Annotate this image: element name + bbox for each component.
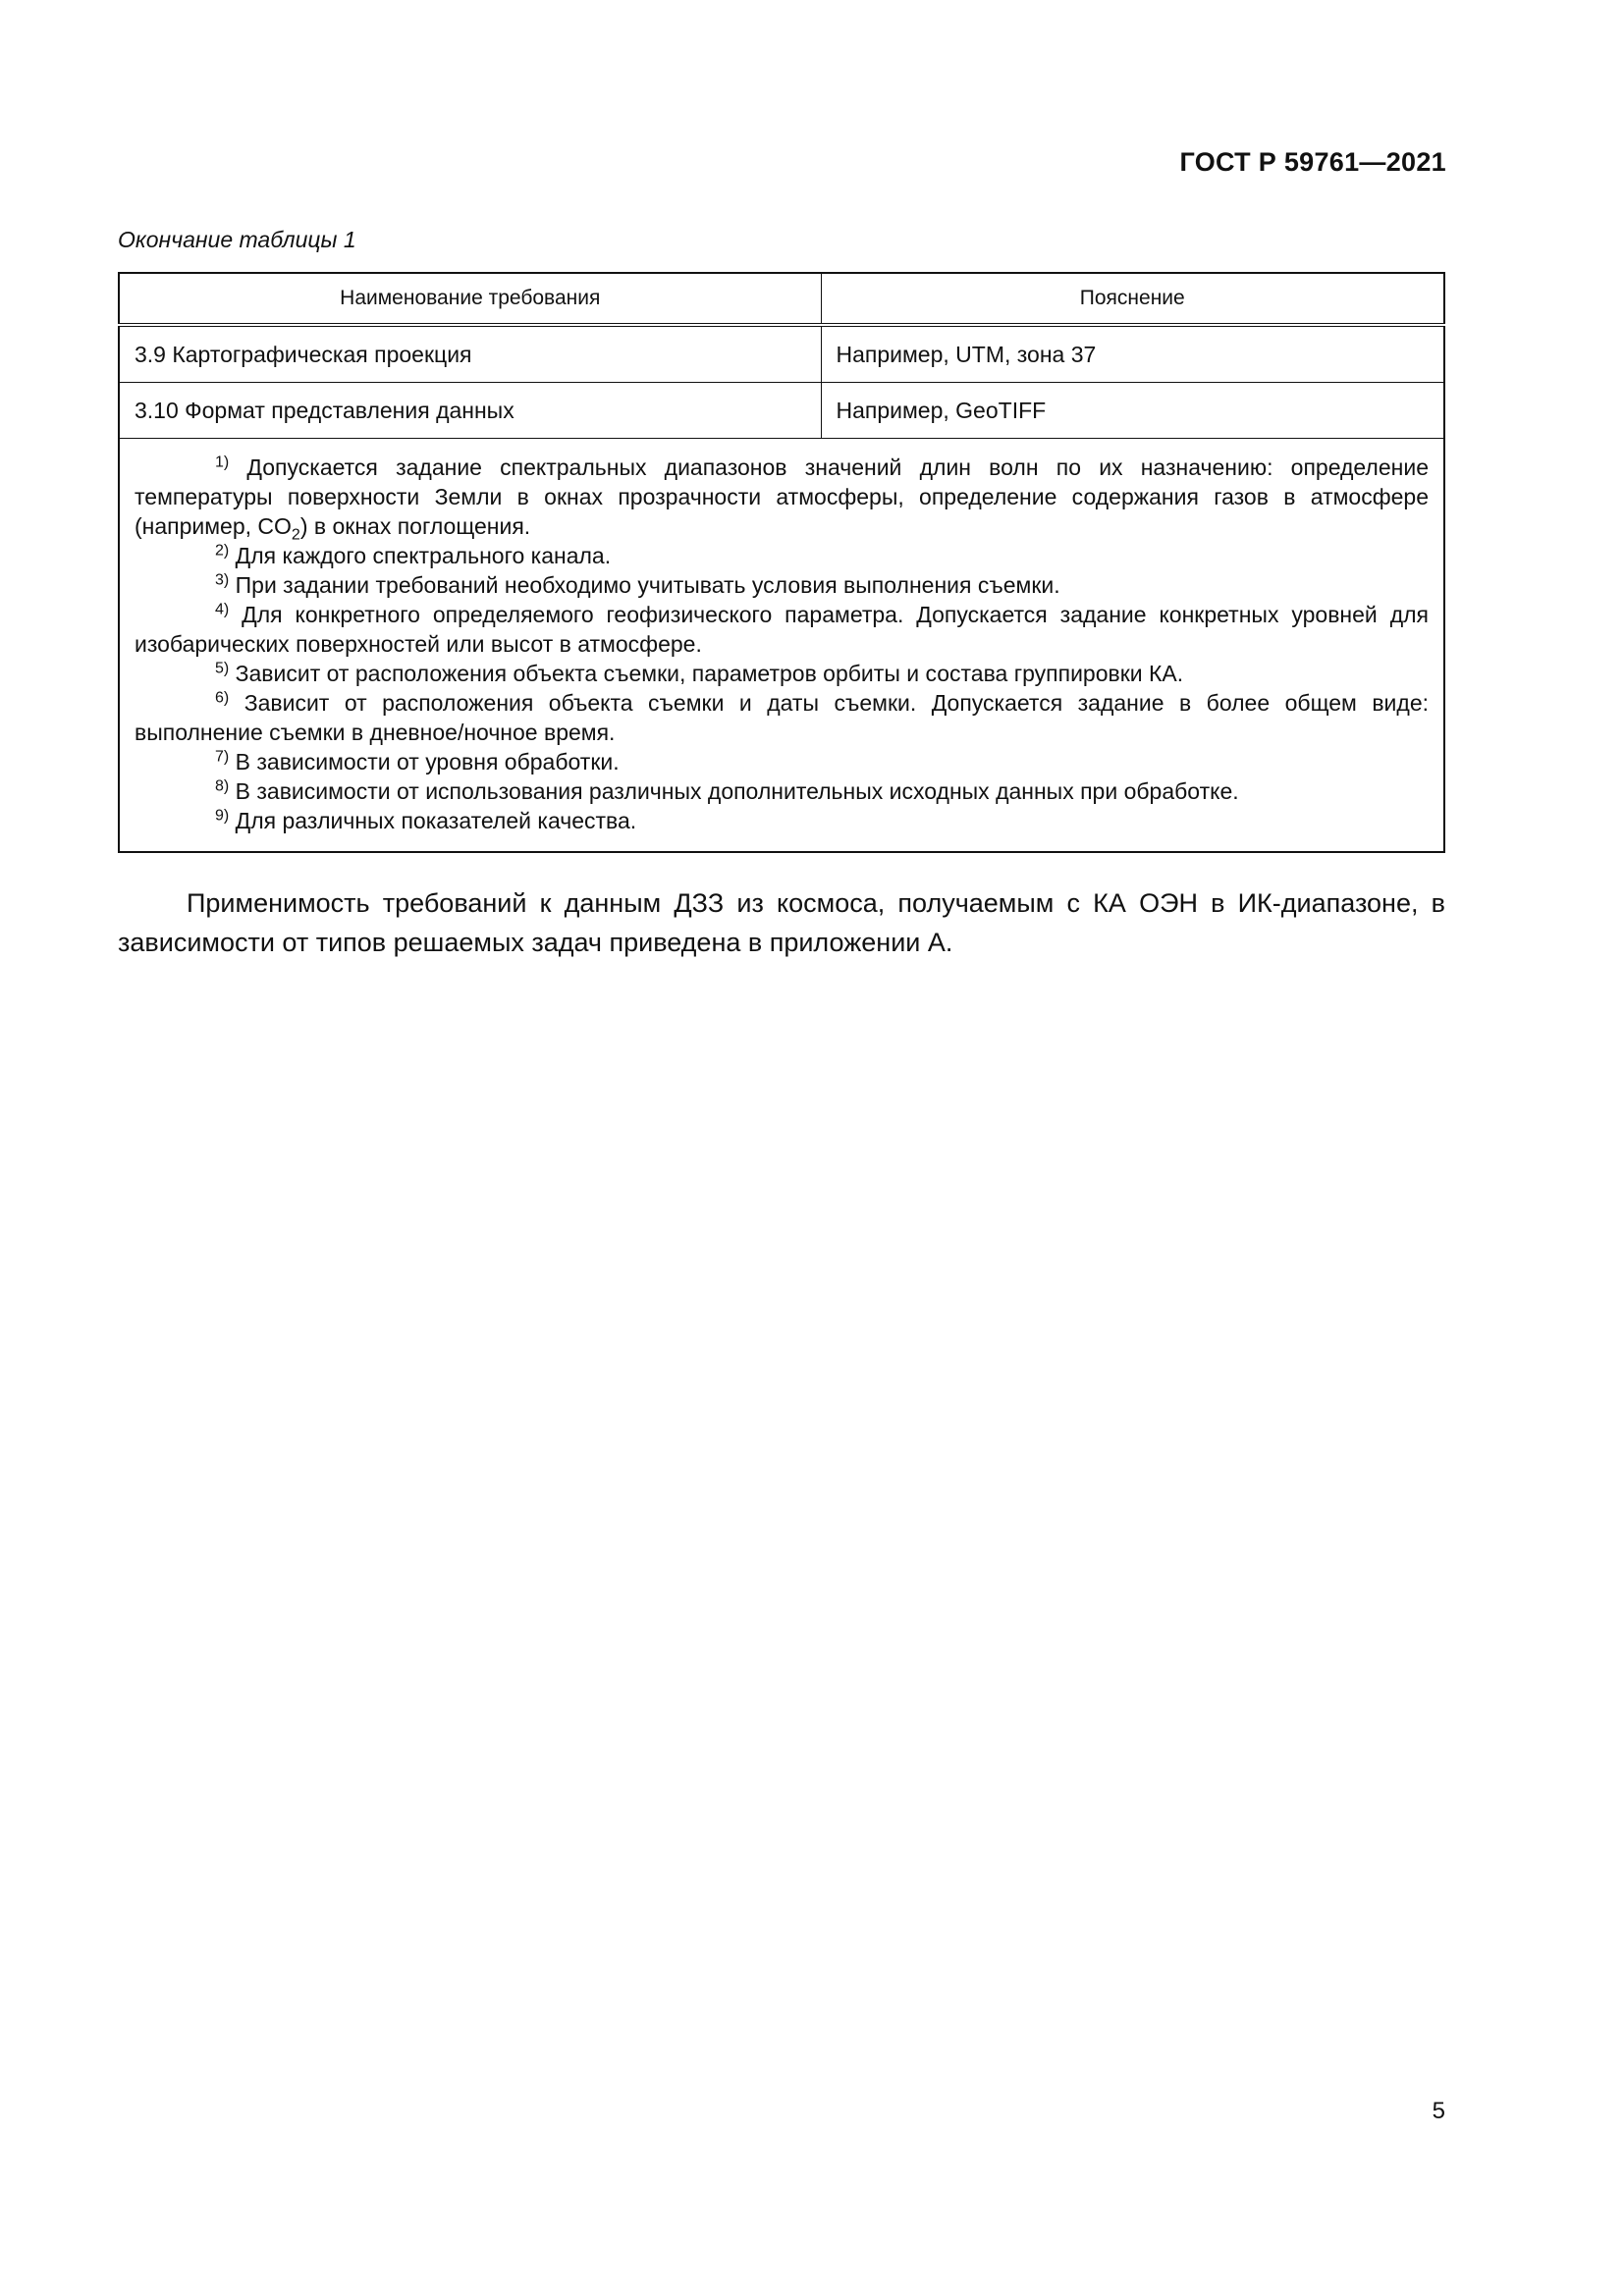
table-row (119, 325, 1444, 383)
footnote-text: Для каждого спектрального канала. (229, 543, 612, 568)
footnote-3 (135, 570, 1429, 600)
table-row (119, 383, 1444, 439)
footnote-6 (135, 688, 1429, 747)
document-code: ГОСТ Р 59761—2021 (1179, 147, 1446, 177)
footnote-mark: 2) (215, 542, 230, 560)
footnote-text: Для конкретного определяемого геофизического параметра. Допускается задание конкретных уровней для изобарических поверхностей или высот в атмосфере. (135, 602, 1429, 657)
footnote-text: При задании требований необходимо учитывать условия выполнения съемки. (229, 572, 1060, 598)
column-header-requirement-name: Наименование требования (119, 273, 821, 325)
footnote-text: Для различных показателей качества. (229, 808, 637, 833)
footnote-text: Зависит от расположения объекта съемки и даты съемки. Допускается задание в более общем виде: выполнение съемки в дневное/ночное время. (135, 690, 1429, 745)
footnote-mark: 6) (215, 689, 230, 707)
footnote-mark: 3) (215, 571, 230, 589)
table-notes (119, 439, 1444, 853)
footnote-subscript: 2 (291, 526, 300, 544)
body-paragraph: Применимость требований к данным ДЗЗ из космоса, получаемым с КА ОЭН в ИК-диапазоне, в зависимости от типов решаемых задач приведена в приложении А. (118, 888, 1445, 957)
footnote-mark: 4) (215, 601, 230, 618)
footnote-mark: 5) (215, 660, 230, 677)
footnote-2 (135, 541, 1429, 570)
footnote-9 (135, 806, 1429, 835)
footnote-5 (135, 659, 1429, 688)
requirement-name-cell: 3.9 Картографическая проекция (119, 325, 821, 383)
footnote-mark: 9) (215, 807, 230, 825)
footnote-8 (135, 776, 1429, 806)
requirement-name-cell: 3.10 Формат представления данных (119, 383, 821, 439)
table-header-row (119, 273, 1444, 325)
requirements-table (118, 272, 1445, 853)
table-notes-row (119, 439, 1444, 853)
column-header-explanation: Пояснение (821, 273, 1444, 325)
footnote-4 (135, 600, 1429, 659)
explanation-cell: Например, GeoTIFF (821, 383, 1444, 439)
table-caption: Окончание таблицы 1 (118, 227, 356, 252)
footnote-1 (135, 453, 1429, 544)
footnote-7 (135, 747, 1429, 776)
page-number: 5 (1432, 2098, 1445, 2124)
footnote-text: Допускается задание спектральных диапазонов значений длин волн по их назначению: определение температуры поверхности Земли в окнах прозрачности атмосферы, определение содержания газов в атмосфере (например, CO (135, 454, 1429, 539)
footnote-mark: 1) (215, 454, 230, 471)
footnote-text: В зависимости от уровня обработки. (229, 749, 620, 774)
explanation-cell: Например, UTM, зона 37 (821, 325, 1444, 383)
footnote-mark: 8) (215, 777, 230, 795)
footnote-text: В зависимости от использования различных дополнительных исходных данных при обработке. (229, 778, 1239, 804)
footnote-mark: 7) (215, 748, 230, 766)
footnote-text: ) в окнах поглощения. (299, 513, 531, 539)
footnote-text: Зависит от расположения объекта съемки, параметров орбиты и состава группировки КА. (229, 661, 1184, 686)
